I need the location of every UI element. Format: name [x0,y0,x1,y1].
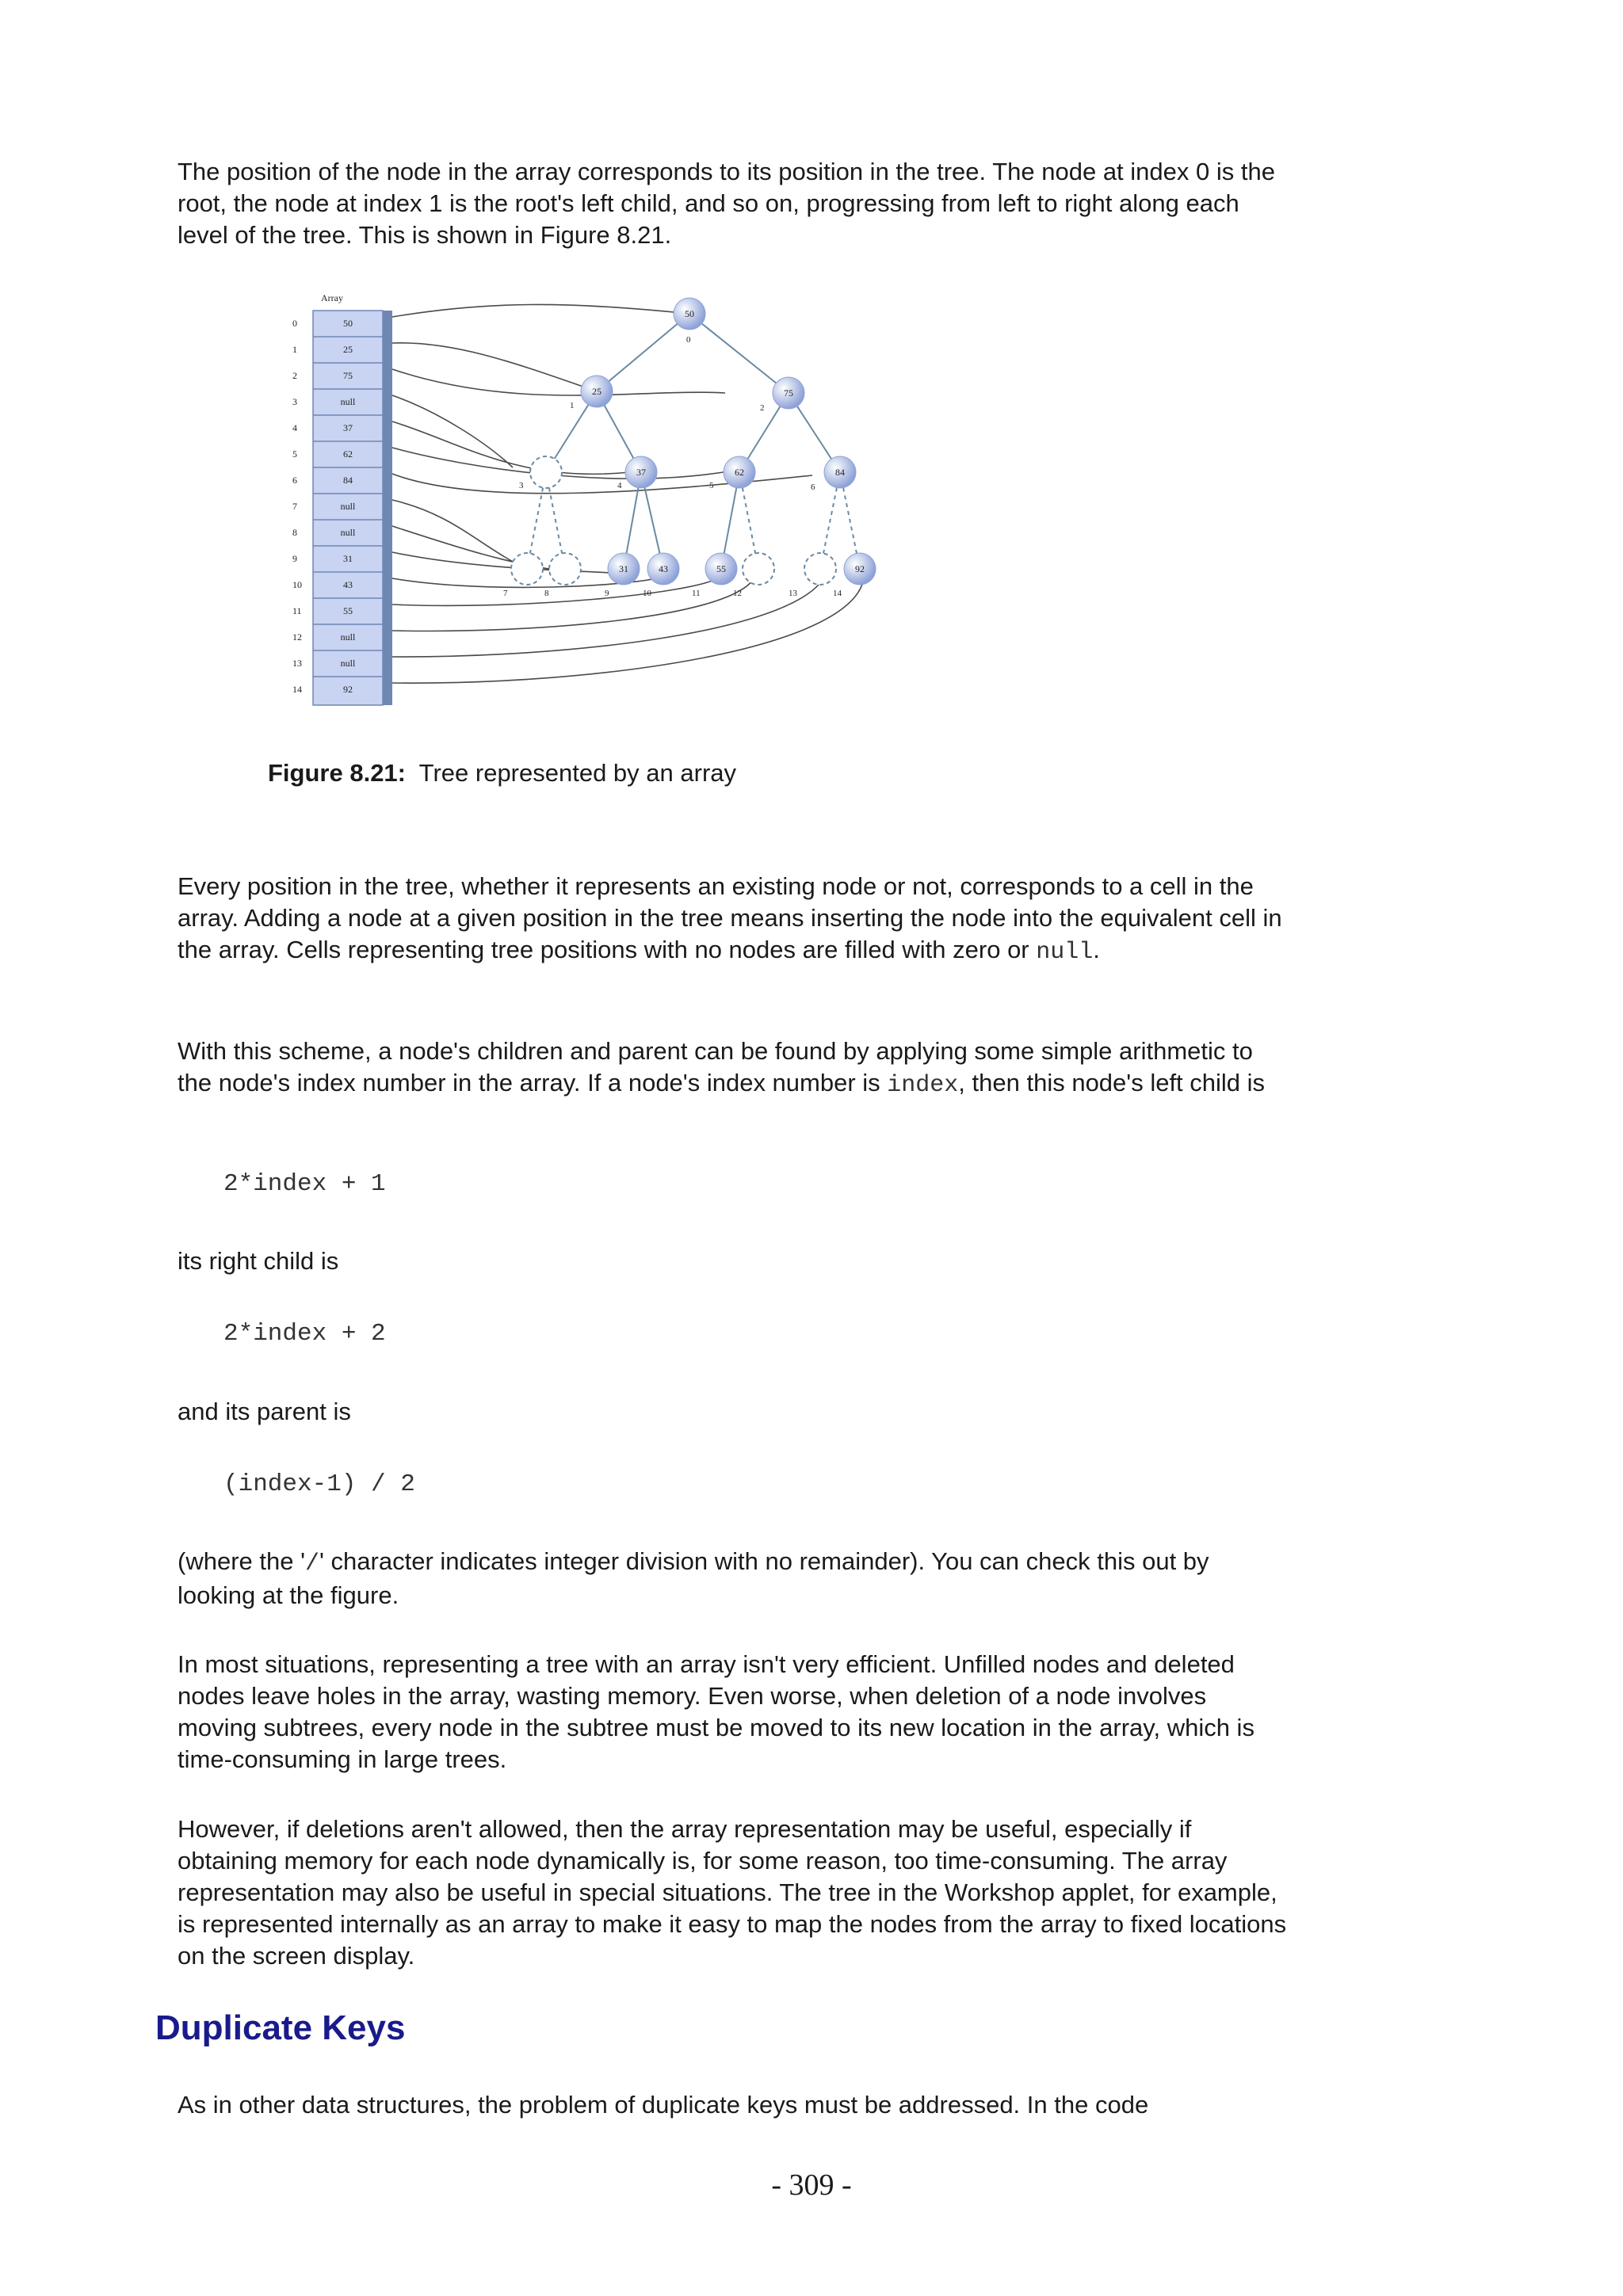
array-index-label: 1 [292,344,297,355]
text-segment: ' character indicates integer division with no remainder). You can check this out by looking at the figure. [178,1547,1209,1609]
array-index-label: 13 [292,658,302,669]
node-value: 31 [619,563,628,574]
code-left-child: 2*index + 1 [223,1170,386,1198]
inline-code: index [887,1072,959,1099]
caption-text: Tree represented by an array [418,759,737,787]
node-value: 62 [735,467,744,478]
node-value: 55 [716,563,726,574]
array-index-label: 9 [292,553,297,564]
page-number: - 309 - [771,2168,852,2202]
array-cell-value: 62 [343,448,353,460]
array-cell-value: 43 [343,579,353,590]
array-index-label: 7 [292,501,297,512]
array-cell-value: 50 [343,318,353,329]
node-index-label: 3 [519,481,524,490]
array-index-label: 5 [292,448,297,460]
text-segment: , then this node's left child is [958,1069,1266,1097]
array-index-label: 3 [292,396,297,407]
node-index-label: 4 [617,481,622,490]
text-segment: (where the ' [178,1547,305,1575]
array-cell-value: null [340,658,356,669]
paragraph-duplicate-keys: As in other data structures, the problem of duplicate keys must be addressed. In the code [178,2091,1149,2119]
array-cell-value: null [340,631,356,643]
node-index-label: 2 [760,403,765,413]
array-cell-value: null [340,527,356,538]
array-cell-value: 84 [343,475,353,486]
node-value: 92 [855,563,865,574]
array-index-label: 12 [292,631,302,643]
array-cell-value: 31 [343,553,353,564]
node-index-label: 0 [686,335,691,345]
node-index-label: 10 [643,589,651,598]
node-value: 37 [636,467,646,478]
array-cell-value: 75 [343,370,353,381]
node-index-label: 7 [503,589,508,598]
array-index-label: 14 [292,684,302,695]
node-index-label: 14 [833,589,842,598]
node-value: 84 [835,467,845,478]
array-index-label: 8 [292,527,297,538]
code-parent: (index-1) / 2 [223,1470,415,1498]
array-cell-value: null [340,501,356,512]
node-index-label: 5 [709,481,714,490]
node-value: 50 [685,308,694,319]
node-index-label: 12 [733,589,742,598]
paragraph-efficiency: In most situations, representing a tree with an array isn't very efficient. Unfilled nodes and deleted nodes leave holes in the array, wasting memory. Even worse, when deletion of a node involves moving subtrees, every node in the subtree must be moved to its new location in the array, which is time-consuming in large trees. [178,1650,1254,1773]
array-cell-value: 92 [343,684,353,695]
array-index-label: 11 [292,605,302,616]
node-value: 25 [592,386,601,397]
tree-array-diagram [281,285,892,713]
node-index-label: 11 [692,589,701,598]
array-index-label: 0 [292,318,297,329]
node-index-label: 9 [605,589,609,598]
inline-code: null [1036,939,1094,966]
inline-code: / [305,1550,320,1577]
paragraph-every-position [178,871,1287,968]
array-cell-value: 55 [343,605,353,616]
paragraph-right-child: its right child is [178,1247,339,1275]
figure-8-21 [281,285,892,713]
paragraph-parent: and its parent is [178,1398,351,1425]
array-index-label: 10 [292,579,302,590]
text-segment: . [1093,936,1100,963]
paragraph-scheme [178,1035,1287,1101]
figure-caption [268,757,736,789]
array-label: Array [321,292,343,303]
array-cell-value: 37 [343,422,353,433]
array-index-label: 6 [292,475,297,486]
node-index-label: 6 [811,482,815,492]
text-segment: With this scheme, a node's children and parent can be found by applying some simple arithmetic to the node's index number in the array. If a node's index number is [178,1037,1253,1097]
node-index-label: 13 [789,589,797,598]
array-index-label: 2 [292,370,297,381]
array-index-label: 4 [292,422,297,433]
paragraph-deletions: However, if deletions aren't allowed, then the array representation may be useful, especially if obtaining memory for each node dynamically is, for some reason, too time-consuming. The array representation may also be useful in special situations. The tree in the Workshop applet, for example, is represented internally as an array to make it easy to map the nodes from the array to fixed locations on the screen display. [178,1815,1287,1970]
array-cell-value: 25 [343,344,353,355]
node-index-label: 1 [570,401,575,410]
code-right-child: 2*index + 2 [223,1320,386,1348]
node-index-label: 8 [544,589,549,598]
paragraph-array-position: The position of the node in the array corresponds to its position in the tree. The node at index 0 is the root, the node at index 1 is the root's left child, and so on, progressing from left to right along each level of the tree. This is shown in Figure 8.21. [178,158,1275,249]
section-heading: Duplicate Keys [155,2008,406,2047]
text-segment: Every position in the tree, whether it represents an existing node or not, corresponds to a cell in the array. Adding a node at a given position in the tree means inserting the node into the equivalent cell in the array. Cells representing tree positions with no nodes are filled with zero or [178,872,1282,963]
node-value: 43 [659,563,668,574]
paragraph-integer-division [178,1546,1287,1611]
node-value: 75 [784,387,793,399]
array-cell-value: null [340,396,356,407]
caption-label: Figure 8.21: [268,759,406,787]
